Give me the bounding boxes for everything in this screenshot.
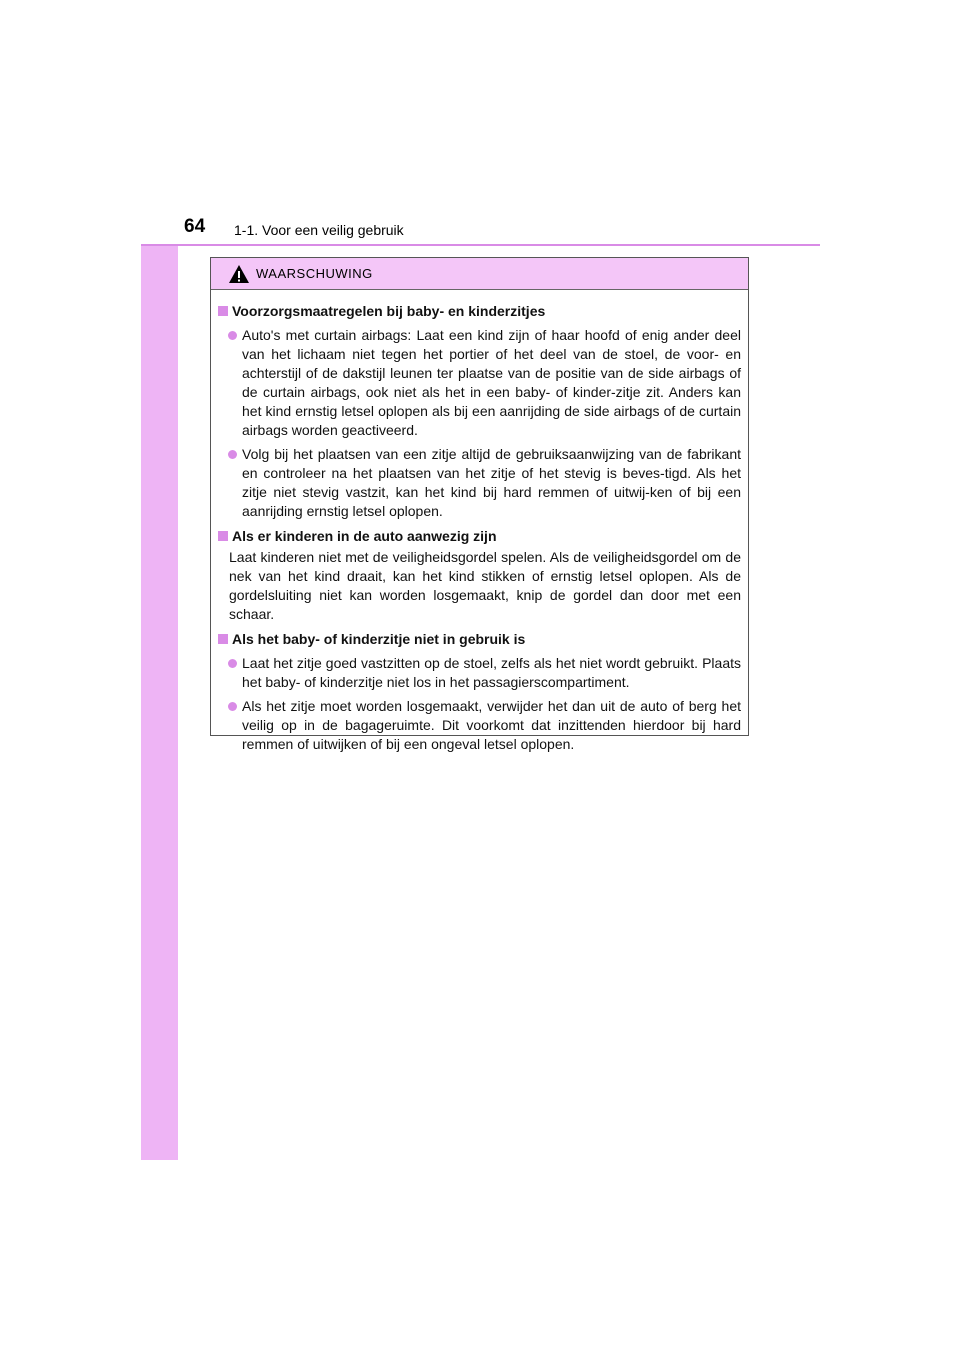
warning-box [210,257,749,752]
warning-triangle-icon [228,264,250,284]
square-bullet-icon [218,634,228,644]
circle-bullet-icon [228,450,237,459]
list-item: Laat het zitje goed vastzitten op de stoel, zelfs als het niet wordt gebruikt. Plaats het baby- of kinderzitje niet los in het passagierscompartiment. [218,654,741,692]
warning-title: WAARSCHUWING [256,266,373,281]
circle-bullet-icon [228,331,237,340]
warning-header [211,258,748,290]
header-rule [141,244,820,246]
section-heading: Als er kinderen in de auto aanwezig zijn [218,527,741,546]
warning-content [211,290,748,754]
circle-bullet-icon [228,702,237,711]
section-heading: Als het baby- of kinderzitje niet in gebruik is [218,630,741,649]
circle-bullet-icon [228,659,237,668]
section-heading: Voorzorgsmaatregelen bij baby- en kinderzitjes [218,302,741,321]
list-item: Als het zitje moet worden losgemaakt, verwijder het dan uit de auto of berg het veilig op in de bagageruimte. Dit voorkomt dat inzittenden hierdoor bij hard remmen of uitwijken of bij een ongeval letsel oplopen. [218,697,741,754]
list-item: Auto's met curtain airbags: Laat een kind zijn of haar hoofd of enig ander deel van het lichaam niet tegen het portier of het deel van de stoel, de voor- en achterstijl of de dakstijl leunen ter plaatse van de positie van de side airbags of de curtain airbags, ook niet als het in een baby- of kinder-zitje zit. Anders kan het kind ernstig letsel oplopen als bij een aanrijding de side airbags of de curtain airbags worden geactiveerd. [218,326,741,440]
section-paragraph: Laat kinderen niet met de veiligheidsgordel spelen. Als de veiligheidsgordel om de nek van het kind draait, kan het kind stikken of ernstig letsel oplopen. Als de gordelsluiting niet kan worden losgemaakt, knip de gordel dan door met een schaar. [229,549,741,622]
square-bullet-icon [218,306,228,316]
page-number: 64 [184,216,206,237]
side-tab [141,198,178,1160]
square-bullet-icon [218,531,228,541]
list-item: Volg bij het plaatsen van een zitje altijd de gebruiksaanwijzing van de fabrikant en controleer na het plaatsen van het zitje of het stevig is beves-tigd. Als het zitje niet stevig vastzit, kan het kind bij hard remmen of uitwij-ken of bij een aanrijding ernstig letsel oplopen. [218,445,741,521]
section-title: 1-1. Voor een veilig gebruik [234,222,404,238]
